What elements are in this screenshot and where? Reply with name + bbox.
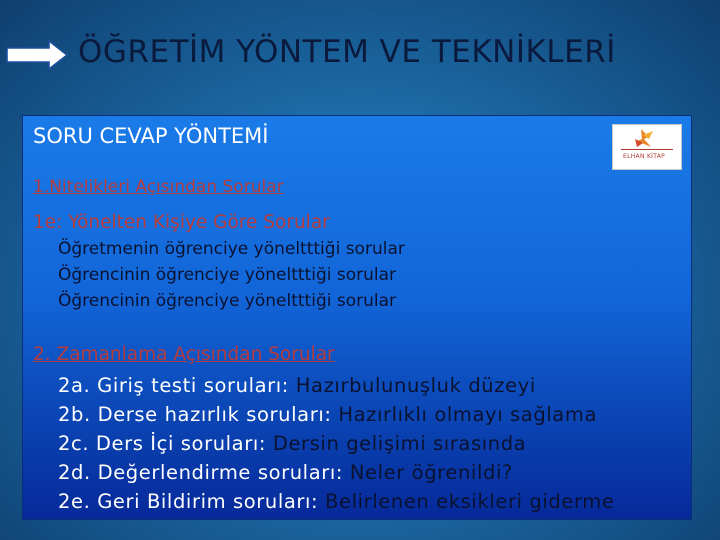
publisher-logo — [612, 124, 682, 170]
zamanlama-item-desc: Neler öğrenildi? — [343, 461, 513, 484]
zamanlama-item — [58, 432, 526, 455]
zamanlama-item — [58, 403, 597, 426]
slide-title: ÖĞRETİM YÖNTEM VE TEKNİKLERİ — [78, 34, 616, 70]
content-box — [22, 115, 692, 520]
zamanlama-heading: 2. Zamanlama Açısından Sorular — [33, 344, 335, 365]
yonelten-heading: 1e: Yönelten Kişiye Göre Sorular — [33, 212, 330, 233]
zamanlama-item-desc: Hazırbulunuşluk düzeyi — [288, 374, 536, 397]
yonelten-item: Öğrencinin öğrenciye yöneltttiği sorular — [58, 265, 397, 285]
zamanlama-item-label: 2e. Geri Bildirim soruları: — [58, 490, 319, 513]
zamanlama-item-desc: Dersin gelişimi sırasında — [266, 432, 527, 455]
zamanlama-item — [58, 461, 513, 484]
zamanlama-item-label: 2a. Giriş testi soruları: — [58, 374, 289, 397]
zamanlama-item-desc: Belirlenen eksikleri giderme — [318, 490, 615, 513]
zamanlama-item — [58, 374, 536, 397]
nitelik-heading: 1.Nitelikleri Açısından Sorular — [33, 177, 284, 197]
zamanlama-item-desc: Hazırlıklı olmayı sağlama — [331, 403, 598, 426]
yonelten-item: Öğrencinin öğrenciye yöneltttiği sorular — [58, 291, 397, 311]
right-arrow-icon — [5, 40, 69, 70]
logo-emblem-icon — [613, 125, 681, 169]
zamanlama-item-label: 2b. Derse hazırlık soruları: — [58, 403, 332, 426]
logo-text: ELHAN KİTAP — [623, 153, 666, 160]
section-title: SORU CEVAP YÖNTEMİ — [33, 124, 269, 148]
title-bar — [0, 0, 720, 115]
zamanlama-item-label: 2c. Ders İçi soruları: — [58, 432, 267, 455]
zamanlama-item — [58, 490, 614, 513]
zamanlama-item-label: 2d. Değerlendirme soruları: — [58, 461, 344, 484]
yonelten-item: Öğretmenin öğrenciye yöneltttiği sorular — [58, 239, 405, 259]
